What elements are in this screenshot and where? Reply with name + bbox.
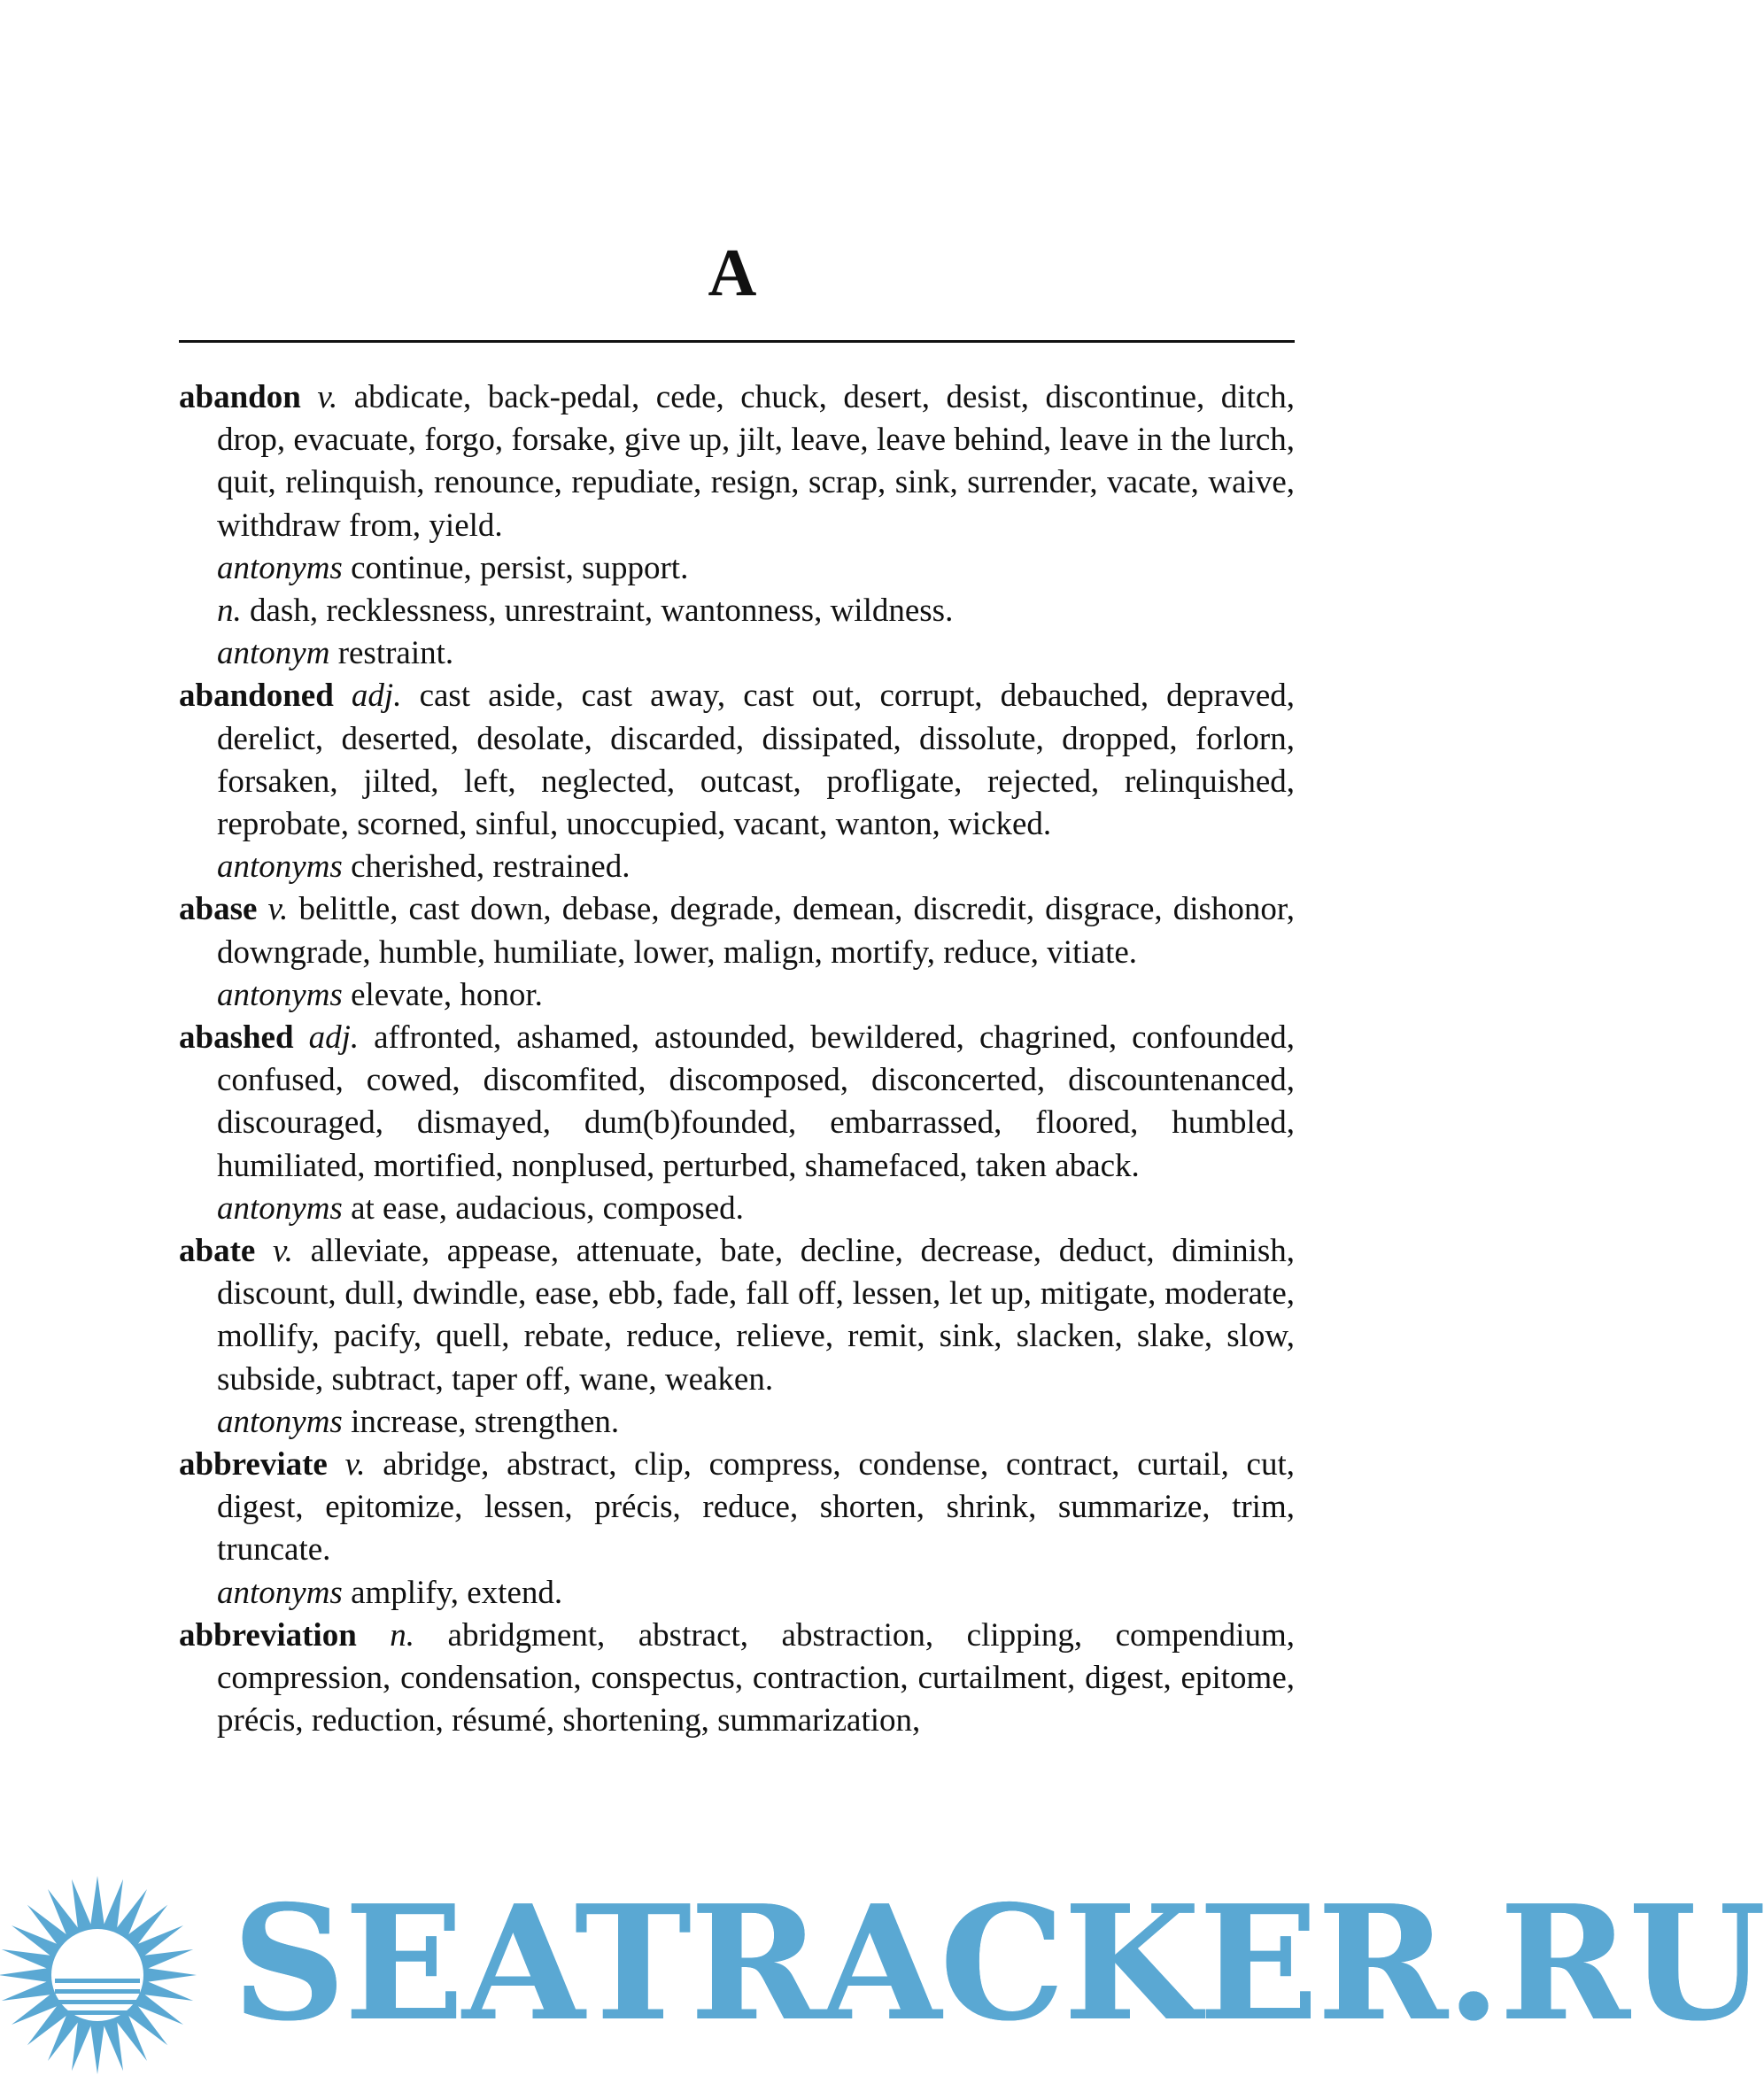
entry xyxy=(179,1230,1295,1401)
part-of-speech: v. xyxy=(272,1233,293,1270)
part-of-speech: v. xyxy=(317,379,338,415)
synonym-list: alleviate, appease, attenuate, bate, decline, decrease, deduct, diminish, discount, dull, dwindle, ease, ebb, fade, fall off, lessen, let up, mitigate, moderate, mollify, pacify, quell, rebate, reduce, relieve, remit, sink, slacken, slake, slow, subside, subtract, taper off, wane, weaken. xyxy=(217,1233,1295,1398)
antonym-label: antonyms xyxy=(217,848,343,886)
headword: abashed xyxy=(179,1019,294,1057)
antonym-line xyxy=(179,1572,1295,1615)
antonym-line xyxy=(179,632,1295,675)
part-of-speech: n. xyxy=(217,593,242,630)
part-of-speech: v. xyxy=(344,1446,366,1483)
synonym-list: affronted, ashamed, astounded, bewildered, chagrined, confounded, confused, cowed, discomfited, discomposed, disconcerted, discountenanced, discouraged, dismayed, dum(b)founded, embarrassed, floored, humbled, humiliated, mortified, nonplused, perturbed, shamefaced, taken aback. xyxy=(217,1019,1295,1184)
headword: abate xyxy=(179,1233,256,1270)
headword: abandon xyxy=(179,379,301,415)
sun-icon xyxy=(0,1876,197,2074)
sun-wave xyxy=(55,2010,140,2015)
entry xyxy=(179,1444,1295,1572)
antonym-list: elevate, honor. xyxy=(351,976,543,1013)
antonym-list: at ease, audacious, composed. xyxy=(351,1189,744,1227)
antonym-label: antonyms xyxy=(217,976,343,1013)
entry xyxy=(179,376,1295,547)
part-of-speech: v. xyxy=(267,891,289,928)
sun-wave xyxy=(55,2000,140,2004)
synonym-list: belittle, cast down, debase, degrade, demean, discredit, disgrace, dishonor, downgrade, humble, humiliate, lower, malign, mortify, reduce, vitiate. xyxy=(217,891,1296,971)
part-of-speech: adj. xyxy=(351,678,402,715)
antonym-line xyxy=(179,846,1295,888)
antonym-list: cherished, restrained. xyxy=(351,848,631,886)
entry-sense xyxy=(179,590,1295,632)
synonym-list: abridgment, abstract, abstraction, clipping, compendium, compression, condensation, conspectus, contraction, curtailment, digest, epitome, précis, reduction, résumé, shortening, summarization, xyxy=(217,1616,1296,1739)
antonym-list: amplify, extend. xyxy=(351,1574,563,1611)
watermark-label: SEATRACKER.RU xyxy=(232,1871,1764,2056)
synonym-list: abdicate, back-pedal, cede, chuck, desert, desist, discontinue, ditch, drop, evacuate, forgo, forsake, give up, jilt, leave, leave behind, leave in the lurch, quit, relinquish, renounce, repudiate, resign, scrap, sink, surrender, vacate, waive, withdraw from, yield. xyxy=(217,379,1296,544)
headword: abase xyxy=(179,891,258,928)
header-rule xyxy=(179,340,1295,343)
antonym-list: continue, persist, support. xyxy=(351,549,689,586)
synonym-list: cast aside, cast away, cast out, corrupt, debauched, depraved, derelict, deserted, desolate, discarded, dissipated, dissolute, dropped, forlorn, forsaken, jilted, left, neglected, outcast, profligate, rejected, relinquished, reprobate, scorned, sinful, unoccupied, vacant, wanton, wicked. xyxy=(217,678,1296,843)
synonym-list: abridge, abstract, clip, compress, condense, contract, curtail, cut, digest, epitomize, lessen, précis, reduce, shorten, shrink, summarize, trim, truncate. xyxy=(217,1446,1295,1569)
sun-wave xyxy=(55,1989,140,1994)
entry xyxy=(179,1615,1295,1743)
antonym-line xyxy=(179,1188,1295,1230)
part-of-speech: n. xyxy=(390,1616,415,1654)
sun-core xyxy=(51,1929,143,2021)
headword: abbreviate xyxy=(179,1446,328,1483)
antonym-label: antonyms xyxy=(217,1189,343,1227)
sun-wave xyxy=(55,1979,140,1983)
headword: abandoned xyxy=(179,678,334,715)
part-of-speech: adj. xyxy=(308,1019,360,1057)
antonym-line xyxy=(179,1401,1295,1444)
antonym-label: antonyms xyxy=(217,549,343,586)
antonym-line xyxy=(179,974,1295,1017)
entry xyxy=(179,675,1295,846)
section-letter: A xyxy=(708,236,757,310)
headword: abbreviation xyxy=(179,1616,357,1654)
entry-list xyxy=(179,376,1295,1743)
antonym-label: antonym xyxy=(217,635,330,672)
antonym-list: increase, strengthen. xyxy=(351,1403,620,1440)
synonym-list: dash, recklessness, unrestraint, wantonness, wildness. xyxy=(250,593,954,630)
watermark-text xyxy=(232,1871,1764,2056)
antonym-line xyxy=(179,547,1295,590)
entry xyxy=(179,888,1295,973)
antonym-label: antonyms xyxy=(217,1403,343,1440)
entry xyxy=(179,1017,1295,1188)
antonym-label: antonyms xyxy=(217,1574,343,1611)
antonym-list: restraint. xyxy=(337,635,454,672)
